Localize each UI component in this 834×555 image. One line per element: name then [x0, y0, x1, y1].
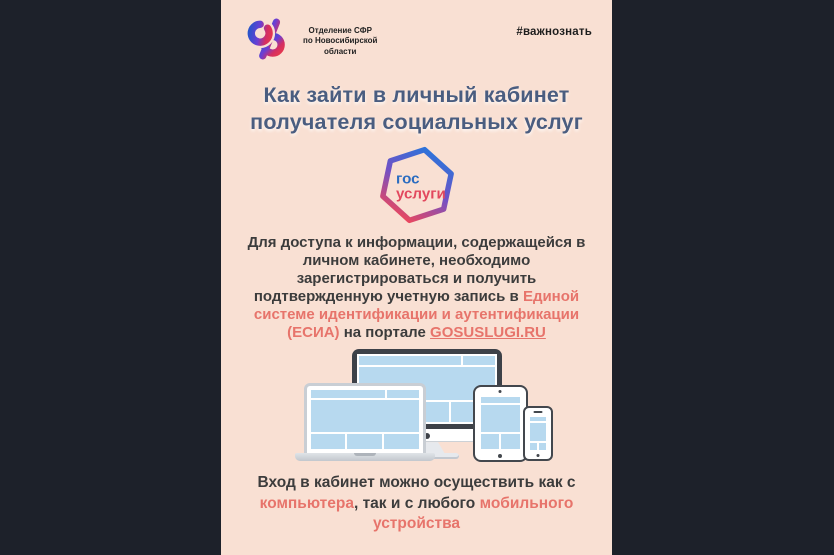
org-name — [303, 26, 377, 57]
wireframe-block — [481, 434, 500, 449]
org-name-line2: по Новосибирской — [303, 36, 378, 46]
footer-text-part2: , так и с любого — [353, 494, 480, 512]
org-name-line1: Отделение СФР — [308, 26, 372, 35]
poster-title-line2: получателя социальных услуг — [250, 110, 583, 135]
smartphone-icon — [523, 406, 553, 461]
wireframe-block — [359, 356, 461, 365]
wireframe-block — [463, 356, 495, 365]
poster — [221, 0, 612, 555]
tablet-screen-wireframe — [479, 395, 522, 451]
hashtag-label: #важнознать — [516, 26, 592, 38]
wireframe-block — [530, 443, 537, 450]
wireframe-block — [311, 400, 419, 432]
gosuslugi-logo-icon — [375, 143, 459, 227]
wireframe-block — [530, 423, 546, 441]
wireframe-block — [384, 434, 419, 449]
org-name-line3: области — [324, 46, 357, 56]
wireframe-block — [481, 397, 520, 403]
poster-title-line1: Как зайти в личный кабинет — [263, 83, 570, 107]
intro-paragraph — [235, 234, 598, 342]
footer-text — [237, 473, 597, 534]
laptop-screen — [304, 383, 426, 453]
gosuslugi-url-text: GOSUSLUGI.RU — [430, 324, 546, 342]
poster-header — [235, 0, 598, 61]
wireframe-block — [347, 434, 382, 449]
gosuslugi-word2: услуги — [395, 185, 446, 203]
footer-text-part1: Вход в кабинет можно осуществить как с — [257, 474, 576, 492]
laptop-icon — [295, 383, 435, 461]
footer-highlight-mobile: мобильного устройства — [372, 494, 574, 533]
laptop-screen-wireframe — [309, 388, 421, 451]
gosuslugi-word1: гос — [395, 170, 420, 188]
intro-text-part1: Для доступа к информации, содержащейся в личном кабинете, необходимо зарегистрироваться и получить подтвержденную учетную запись в — [247, 234, 586, 306]
footer-highlight-computer: компьютера — [259, 494, 354, 512]
phone-screen-wireframe — [528, 415, 548, 452]
intro-highlight-esia: Единой системе идентификации и аутентификации (ЕСИА) — [253, 288, 580, 342]
intro-text-part2: на портале — [339, 324, 431, 342]
wireframe-block — [387, 390, 418, 398]
wireframe-block — [311, 390, 386, 398]
sfr-logo-icon — [245, 17, 289, 61]
wireframe-block — [311, 434, 346, 449]
wireframe-block — [539, 443, 546, 450]
tablet-icon — [473, 385, 528, 462]
poster-title — [235, 82, 598, 136]
devices-illustration — [295, 349, 553, 462]
wireframe-block — [481, 405, 520, 432]
wireframe-block — [501, 434, 520, 449]
wireframe-block — [530, 417, 546, 421]
laptop-base — [295, 453, 435, 461]
